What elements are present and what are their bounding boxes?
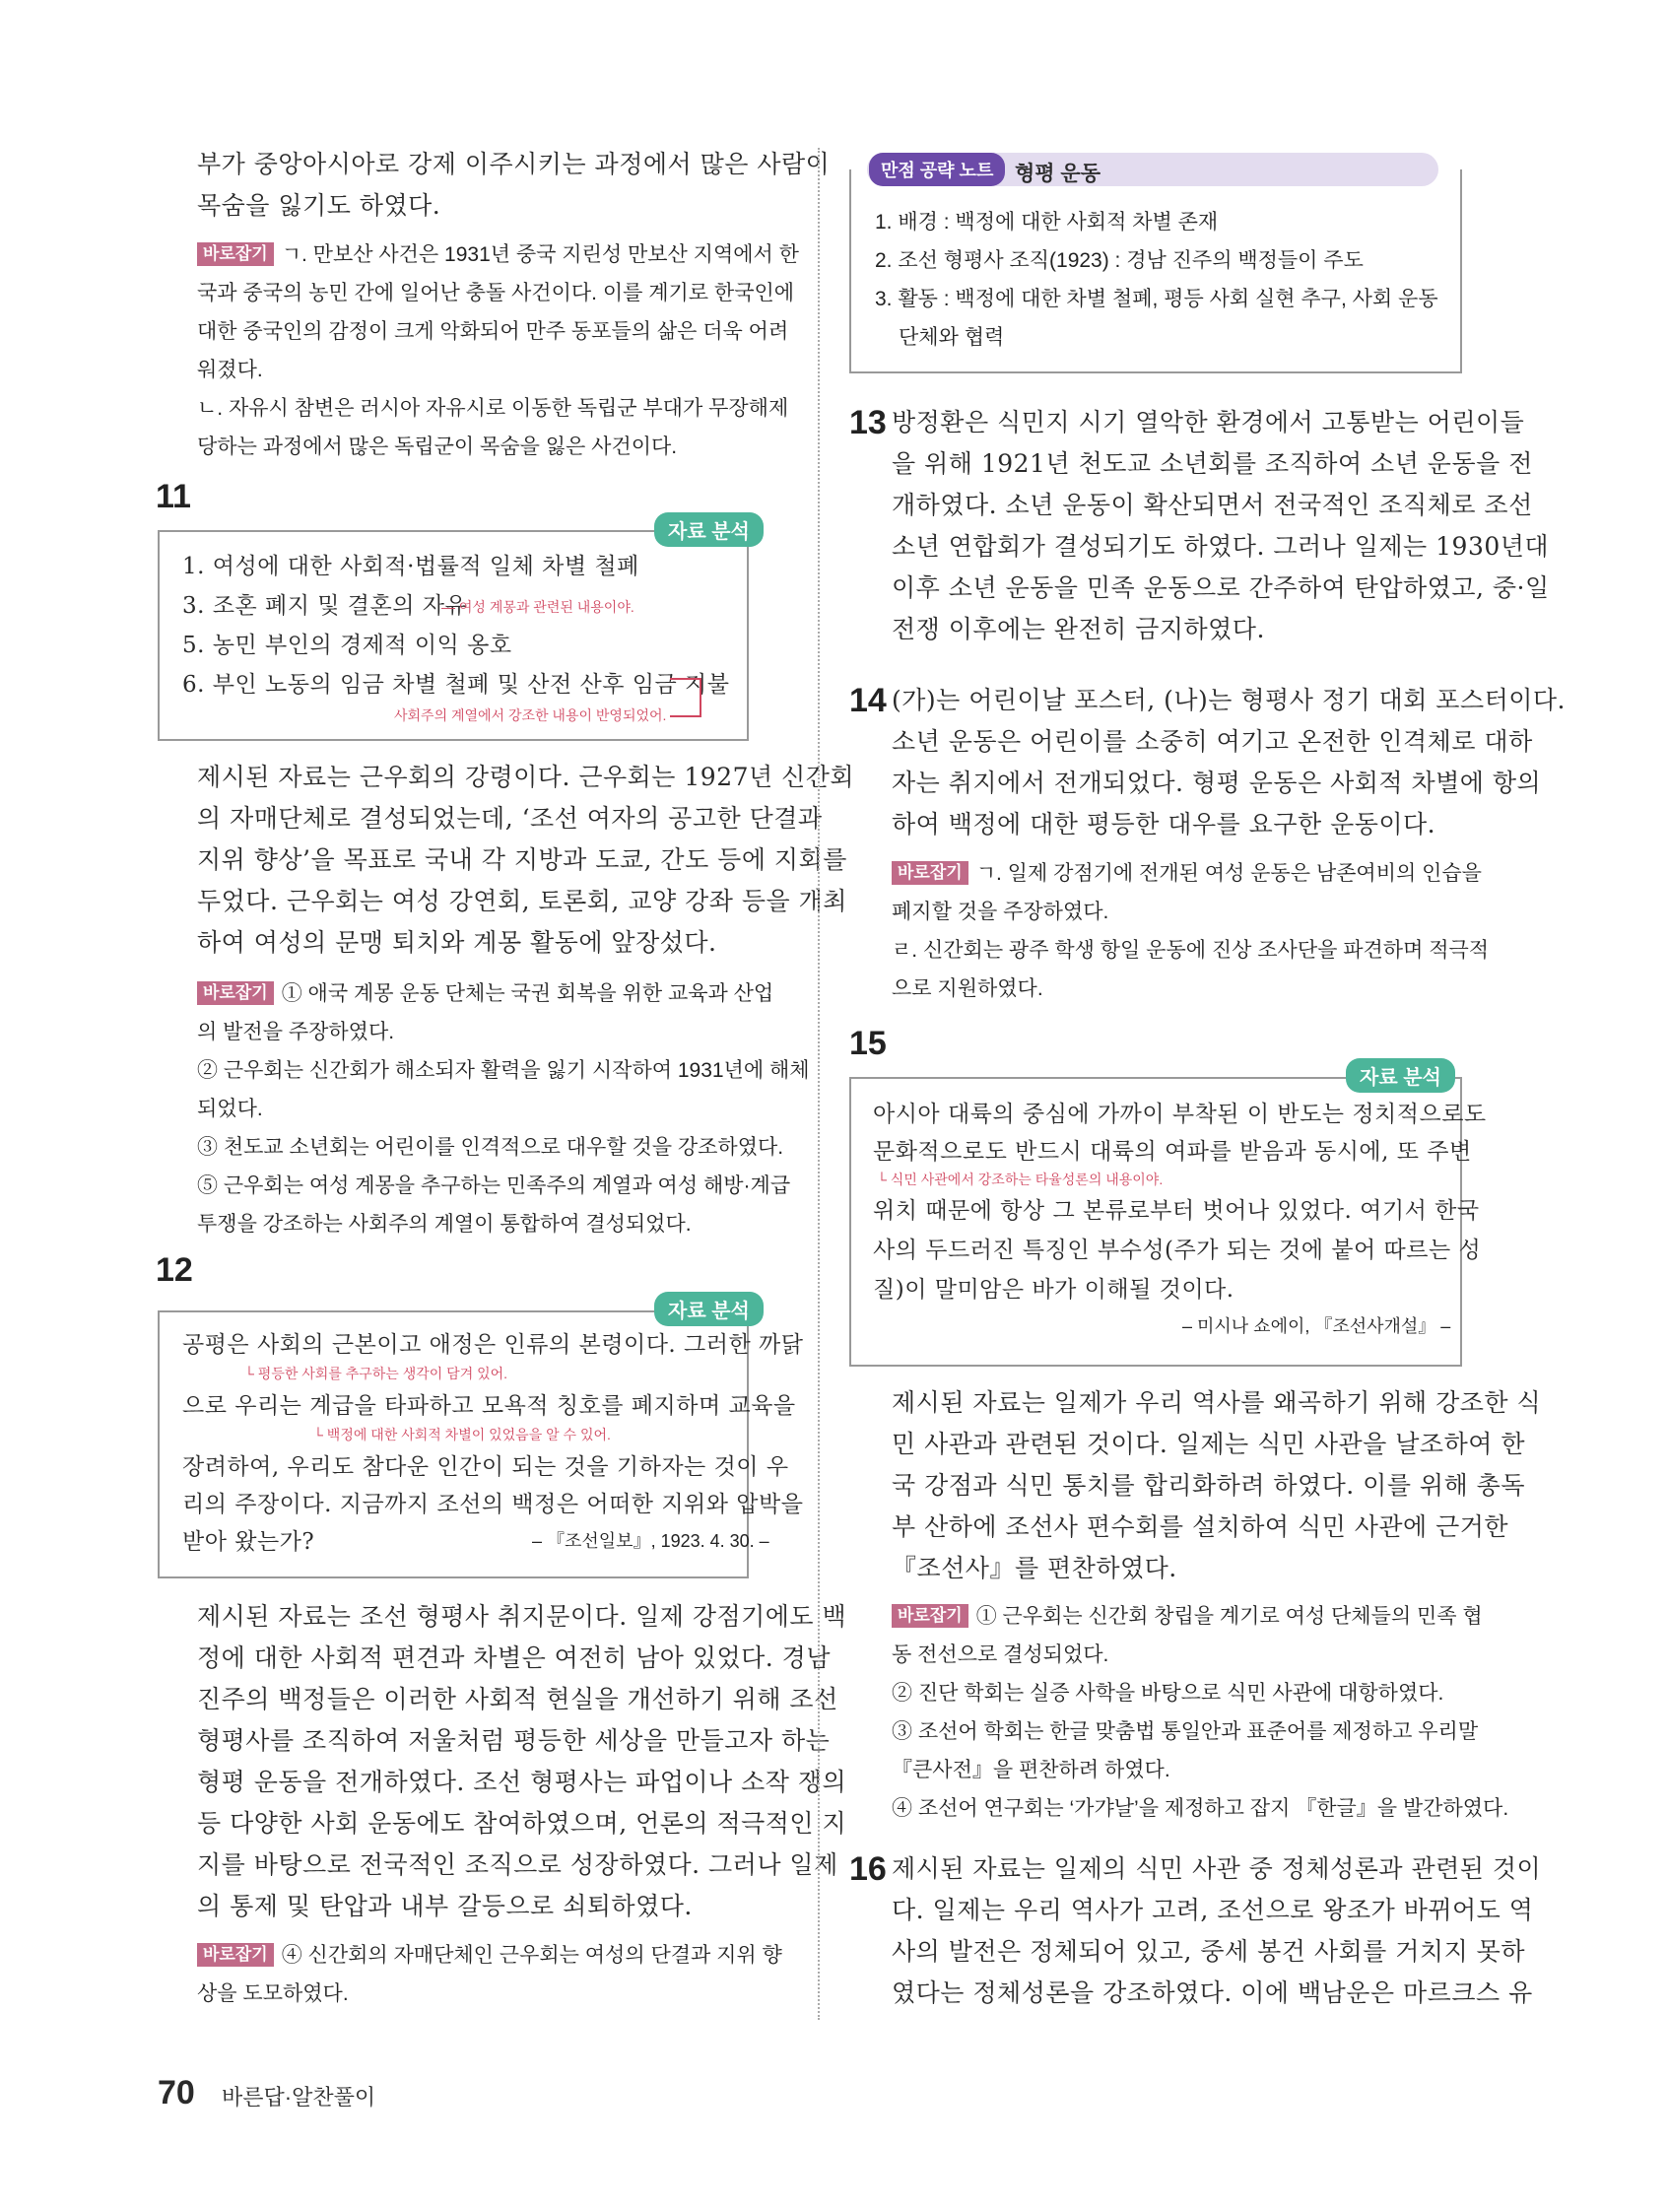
note-item-3: 3. 활동 : 백정에 대한 차별 철폐, 평등 사회 실현 추구, 사회 운동: [875, 288, 1438, 310]
q13-explain-1: 방정환은 식민지 시기 열악한 환경에서 고통받는 어린이들: [892, 408, 1525, 436]
fix-label: 바로잡기: [197, 981, 274, 1005]
q11-item-5: 5. 농민 부인의 경제적 이익 옹호: [182, 633, 512, 658]
q12-line-5: 받아 왔는가?: [182, 1529, 315, 1555]
note-item-1: 1. 배경 : 백정에 대한 사회적 차별 존재: [875, 211, 1219, 234]
q13-explain-5: 이후 소년 운동을 민족 운동으로 간주하여 탄압하였고, 중·일: [892, 573, 1550, 602]
q11-bracket: [670, 678, 701, 717]
fix-label: 바로잡기: [892, 861, 968, 885]
fix10-line-5: ㄴ. 자유시 참변은 러시아 자유시로 이동한 독립군 부대가 무장해제: [197, 397, 789, 420]
q16-explain-3: 사의 발전은 정체되어 있고, 중세 봉건 사회를 거치지 못하: [892, 1937, 1525, 1966]
note-item-3-cont: 단체와 협력: [899, 326, 1005, 349]
q15-explain-2: 민 사관과 관련된 것이다. 일제는 식민 사관을 날조하여 한: [892, 1430, 1525, 1458]
q12-explain-1: 제시된 자료는 조선 형평사 취지문이다. 일제 강점기에도 백: [197, 1602, 847, 1631]
q14-fix-4: 으로 지원하였다.: [892, 977, 1043, 1000]
fix10-line-2: 국과 중국의 농민 간에 일어난 충돌 사건이다. 이를 계기로 한국인에: [197, 282, 795, 304]
q11-annot-2: 사회주의 계열에서 강조한 내용이 반영되었어.: [394, 707, 667, 723]
q16-explain-2: 다. 일제는 우리 역사가 고려, 조선으로 왕조가 바뀌어도 역: [892, 1896, 1534, 1924]
question-number-15: 15: [849, 1025, 887, 1062]
q13-explain-3: 개하였다. 소년 운동이 확산되면서 전국적인 조직체로 조선: [892, 491, 1533, 519]
q15-line-1: 아시아 대륙의 중심에 가까이 부착된 이 반도는 정치적으로도: [873, 1102, 1487, 1127]
q15-fix-3: ② 진단 학회는 실증 사학을 바탕으로 식민 사관에 대항하였다.: [892, 1682, 1444, 1705]
q16-explain-1: 제시된 자료는 일제의 식민 사관 중 정체성론과 관련된 것이: [892, 1854, 1542, 1883]
q14-explain-2: 소년 운동은 어린이를 소중히 여기고 온전한 인격체로 대하: [892, 727, 1533, 756]
q16-explain-4: 였다는 정체성론을 강조하였다. 이에 백남운은 마르크스 유: [892, 1978, 1533, 2007]
q15-fix-6: ④ 조선어 연구회는 ‘가갸날’을 제정하고 잡지 『한글』을 발간하였다.: [892, 1797, 1509, 1820]
q12-source: – 『조선일보』, 1923. 4. 30. –: [532, 1531, 769, 1551]
q11-fix-5: ③ 천도교 소년회는 어린이를 인격적으로 대우할 것을 강조하였다.: [197, 1136, 784, 1159]
intro-line-2: 목숨을 잃기도 하였다.: [197, 191, 441, 220]
q12-explain-4: 형평사를 조직하여 저울처럼 평등한 세상을 만들고자 하는: [197, 1726, 831, 1755]
q11-explain-4: 두었다. 근우회는 여성 강연회, 토론회, 교양 강좌 등을 개최: [197, 887, 847, 915]
q15-line-5: 질)이 말미암은 바가 이해될 것이다.: [873, 1277, 1234, 1303]
q12-explain-2: 정에 대한 사회적 편견과 차별은 여전히 남아 있었다. 경남: [197, 1643, 831, 1672]
q14-explain-1: (가)는 어린이날 포스터, (나)는 형평사 정기 대회 포스터이다.: [892, 686, 1566, 714]
q11-explain-1: 제시된 자료는 근우회의 강령이다. 근우회는 1927년 신간회: [197, 763, 855, 791]
q15-annot: └ 식민 사관에서 강조하는 타율성론의 내용이야.: [877, 1172, 1164, 1187]
q12-explain-5: 형평 운동을 전개하였다. 조선 형평사는 파업이나 소작 쟁의: [197, 1768, 847, 1796]
q15-source: – 미시나 쇼에이, 『조선사개설』 –: [1182, 1316, 1451, 1336]
question-number-12: 12: [156, 1251, 193, 1289]
question-number-13: 13: [849, 404, 887, 441]
q11-explain-3: 지위 향상’을 목표로 국내 각 지방과 도쿄, 간도 등에 지회를: [197, 845, 847, 874]
q15-line-4: 사의 두드러진 특징인 부수성(주가 되는 것에 붙어 따르는 성: [873, 1238, 1482, 1263]
q12-explain-7: 지를 바탕으로 전국적인 조직으로 성장하였다. 그러나 일제: [197, 1850, 838, 1879]
q12-fix-1: 바로잡기 ④ 신간회의 자매단체인 근우회는 여성의 단결과 지위 향: [197, 1937, 782, 1974]
fix10-line-6: 당하는 과정에서 많은 독립군이 목숨을 잃은 사건이다.: [197, 436, 678, 458]
q13-explain-2: 을 위해 1921년 천도교 소년회를 조직하여 소년 운동을 전: [892, 449, 1533, 478]
question-number-16: 16: [849, 1850, 887, 1888]
q11-analysis-badge: 자료 분석: [654, 512, 764, 547]
q12-line-3: 장려하여, 우리도 참다운 인간이 되는 것을 기하자는 것이 우: [182, 1454, 789, 1480]
q15-line-3: 위치 때문에 항상 그 본류로부터 벗어나 있었다. 여기서 한국: [873, 1198, 1480, 1224]
intro-line-1: 부가 중앙아시아로 강제 이주시키는 과정에서 많은 사람이: [197, 150, 831, 178]
q12-explain-6: 등 다양한 사회 운동에도 참여하였으며, 언론의 적극적인 지: [197, 1809, 847, 1838]
q11-fix-4: 되었다.: [197, 1098, 263, 1120]
q15-explain-1: 제시된 자료는 일제가 우리 역사를 왜곡하기 위해 강조한 식: [892, 1388, 1542, 1417]
q11-annot-1: — 여성 계몽과 관련된 내용이야.: [441, 599, 634, 615]
fix-label: 바로잡기: [197, 1943, 274, 1967]
fix-label: 바로잡기: [892, 1604, 968, 1628]
q11-fix-3: ② 근우회는 신간회가 해소되자 활력을 잃기 시작하여 1931년에 해체: [197, 1059, 810, 1082]
q12-explain-8: 의 통제 및 탄압과 내부 갈등으로 쇠퇴하였다.: [197, 1892, 693, 1920]
q12-line-2: 으로 우리는 계급을 타파하고 모욕적 칭호를 폐지하며 교육을: [182, 1393, 796, 1419]
fix10-line-1: 바로잡기 ㄱ. 만보산 사건은 1931년 중국 지린성 만보산 지역에서 한: [197, 236, 799, 273]
column-divider: [818, 148, 820, 2020]
q11-fix-7: 투쟁을 강조하는 사회주의 계열이 통합하여 결성되었다.: [197, 1213, 692, 1236]
q15-fix-1: 바로잡기 ① 근우회는 신간회 창립을 계기로 여성 단체들의 민족 협: [892, 1598, 1483, 1635]
q13-explain-6: 전쟁 이후에는 완전히 금지하였다.: [892, 615, 1265, 643]
q11-fix-2: 의 발전을 주장하였다.: [197, 1021, 395, 1043]
q11-item-1: 1. 여성에 대한 사회적·법률적 일체 차별 철폐: [182, 554, 639, 579]
q13-explain-4: 소년 연합회가 결성되기도 하였다. 그러나 일제는 1930년대: [892, 532, 1550, 561]
q12-fix-2: 상을 도모하였다.: [197, 1982, 349, 2005]
q12-line-1: 공평은 사회의 근본이고 애정은 인류의 본령이다. 그러한 까닭: [182, 1332, 804, 1358]
q14-explain-4: 하여 백정에 대한 평등한 대우를 요구한 운동이다.: [892, 810, 1436, 838]
q15-explain-5: 『조선사』를 편찬하였다.: [892, 1554, 1177, 1582]
fix10-line-4: 워졌다.: [197, 359, 263, 381]
q11-item-3: 3. 조혼 폐지 및 결혼의 자유: [182, 593, 468, 619]
q14-fix-3: ㄹ. 신간회는 광주 학생 항일 운동에 진상 조사단을 파견하며 적극적: [892, 939, 1490, 962]
q14-explain-3: 자는 취지에서 전개되었다. 형평 운동은 사회적 차별에 항의: [892, 769, 1542, 797]
note-title: 만점 공략 노트: [869, 153, 1005, 186]
question-number-11: 11: [156, 478, 191, 515]
q11-fix-6: ⑤ 근우회는 여성 계몽을 추구하는 민족주의 계열과 여성 해방·계급: [197, 1174, 791, 1197]
fix-label: 바로잡기: [197, 242, 274, 266]
q12-annot-1: └ 평등한 사회를 추구하는 생각이 담겨 있어.: [244, 1366, 508, 1381]
footer-title: 바른답·알찬풀이: [222, 2085, 376, 2110]
q15-line-2: 문화적으로도 반드시 대륙의 여파를 받음과 동시에, 또 주변: [873, 1139, 1472, 1165]
q11-fix-1: 바로잡기 ① 애국 계몽 운동 단체는 국권 회복을 위한 교육과 산업: [197, 975, 773, 1012]
q12-analysis-badge: 자료 분석: [654, 1292, 764, 1326]
note-item-2: 2. 조선 형평사 조직(1923) : 경남 진주의 백정들이 주도: [875, 249, 1364, 272]
q14-fix-2: 폐지할 것을 주장하였다.: [892, 901, 1109, 923]
note-label: 형평 운동: [1015, 163, 1101, 185]
q11-explain-5: 하여 여성의 문맹 퇴치와 계몽 활동에 앞장섰다.: [197, 928, 717, 957]
q12-annot-2: └ 백정에 대한 사회적 차별이 있었음을 알 수 있어.: [313, 1427, 611, 1442]
q15-fix-5: 『큰사전』을 편찬하려 하였다.: [892, 1759, 1170, 1781]
q11-item-6: 6. 부인 노동의 임금 차별 철폐 및 산전 산후 임금 지불: [182, 672, 730, 698]
q11-explain-2: 의 자매단체로 결성되었는데, ‘조선 여자의 공고한 단결과: [197, 804, 823, 833]
page-number: 70: [158, 2074, 195, 2111]
q12-explain-3: 진주의 백정들은 이러한 사회적 현실을 개선하기 위해 조선: [197, 1685, 838, 1713]
fix10-line-3: 대한 중국인의 감정이 크게 악화되어 만주 동포들의 삶은 더욱 어려: [197, 320, 789, 343]
q14-fix-1: 바로잡기 ㄱ. 일제 강점기에 전개된 여성 운동은 남존여비의 인습을: [892, 855, 1482, 892]
q12-line-4: 리의 주장이다. 지금까지 조선의 백정은 어떠한 지위와 압박을: [182, 1492, 804, 1517]
q15-fix-2: 동 전선으로 결성되었다.: [892, 1643, 1109, 1666]
q15-explain-4: 부 산하에 조선사 편수회를 설치하여 식민 사관에 근거한: [892, 1512, 1509, 1541]
q15-analysis-badge: 자료 분석: [1346, 1058, 1455, 1093]
question-number-14: 14: [849, 682, 887, 719]
q15-fix-4: ③ 조선어 학회는 한글 맞춤법 통일안과 표준어를 제정하고 우리말: [892, 1720, 1479, 1743]
q15-explain-3: 국 강점과 식민 통치를 합리화하려 하였다. 이를 위해 총독: [892, 1471, 1525, 1500]
